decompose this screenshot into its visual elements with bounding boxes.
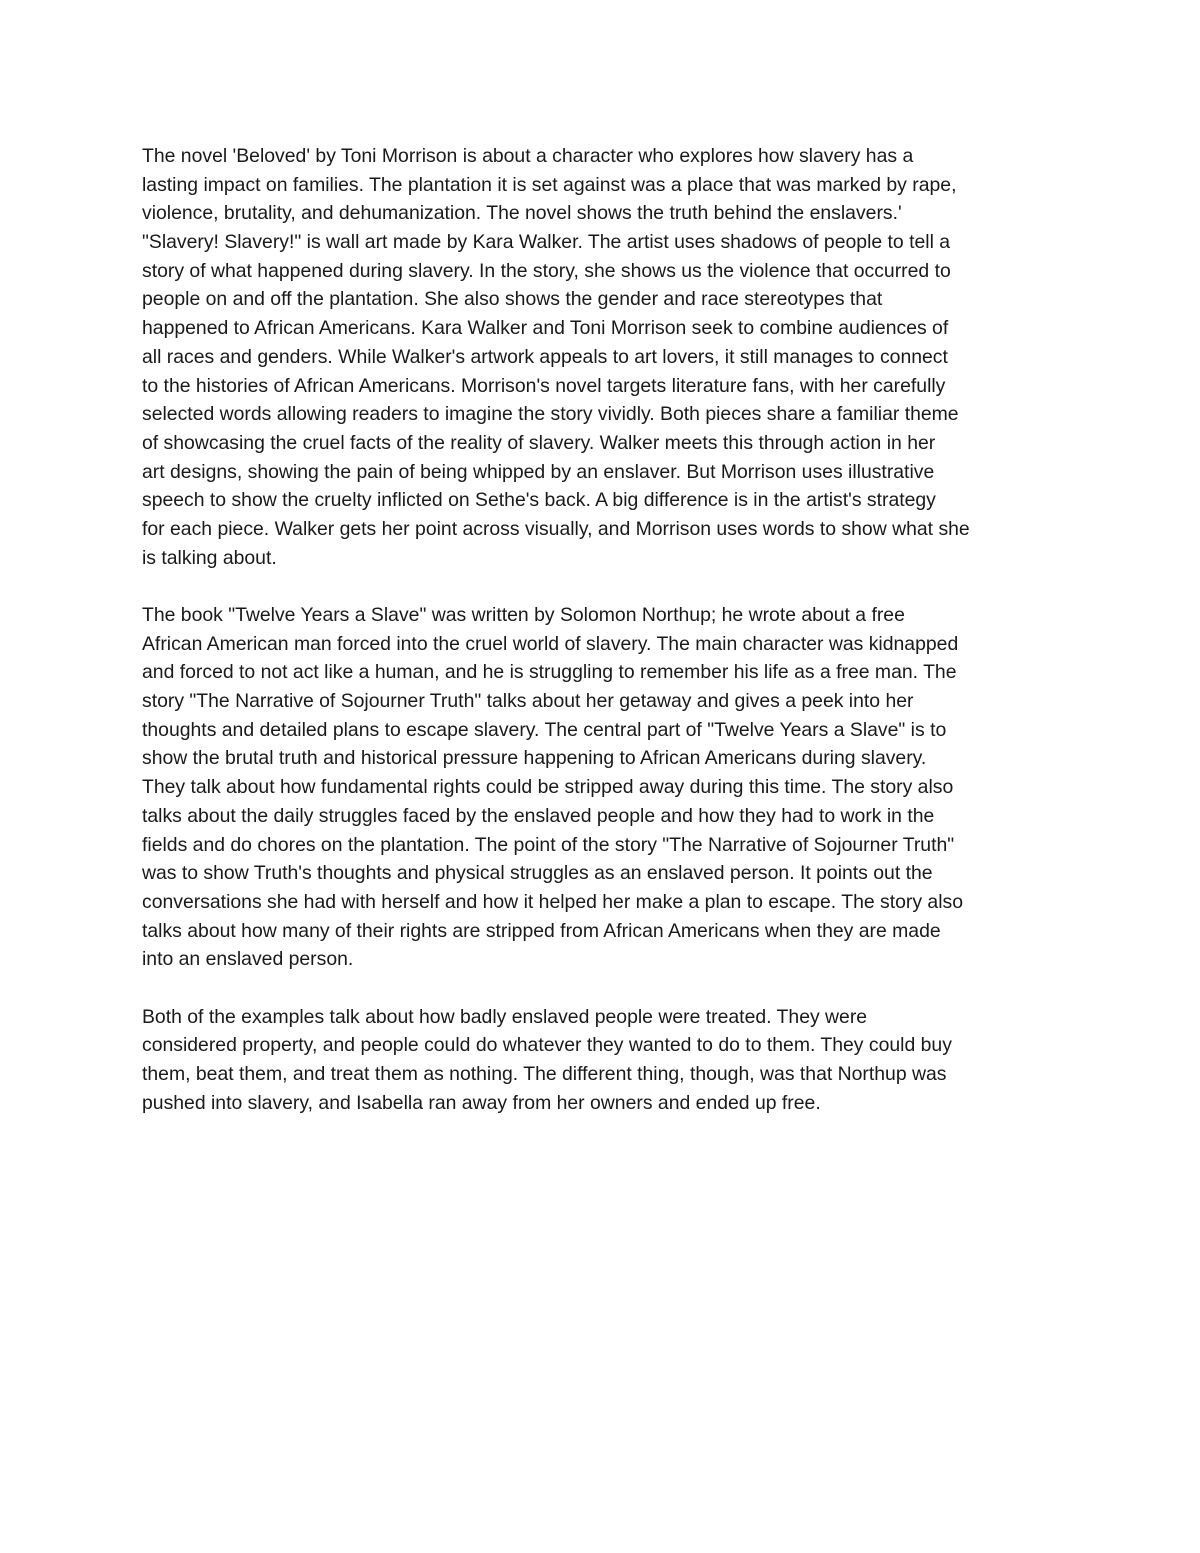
text-line: selected words allowing readers to imagine the story vividly. Both pieces share a familiar theme bbox=[142, 403, 959, 426]
text-line: considered property, and people could do whatever they wanted to do to them. They could buy bbox=[142, 1034, 952, 1057]
text-line: violence, brutality, and dehumanization. The novel shows the truth behind the enslavers.' bbox=[142, 202, 902, 225]
text-line: was to show Truth's thoughts and physical struggles as an enslaved person. It points out the bbox=[142, 862, 933, 885]
text-line: to the histories of African Americans. Morrison's novel targets literature fans, with her carefully bbox=[142, 374, 946, 397]
paragraph-1 bbox=[142, 142, 1072, 572]
text-line: The novel 'Beloved' by Toni Morrison is about a character who explores how slavery has a bbox=[142, 145, 914, 167]
text-line: lasting impact on families. The plantation it is set against was a place that was marked by rape, bbox=[142, 173, 957, 196]
text-line: talks about the daily struggles faced by the enslaved people and how they had to work in the bbox=[142, 804, 935, 827]
text-line: for each piece. Walker gets her point across visually, and Morrison uses words to show what she bbox=[142, 517, 970, 540]
text-line: They talk about how fundamental rights could be stripped away during this time. The story also bbox=[142, 776, 954, 799]
text-line: happened to African Americans. Kara Walker and Toni Morrison seek to combine audiences of bbox=[142, 317, 949, 340]
text-line: people on and off the plantation. She also shows the gender and race stereotypes that bbox=[142, 288, 883, 311]
text-line: story of what happened during slavery. In the story, she shows us the violence that occurred to bbox=[142, 259, 951, 282]
text-line: thoughts and detailed plans to escape slavery. The central part of "Twelve Years a Slave" is to bbox=[142, 718, 947, 741]
paragraph-2 bbox=[142, 601, 1072, 974]
text-line: and forced to not act like a human, and he is struggling to remember his life as a free man. The bbox=[142, 661, 957, 684]
text-line: show the brutal truth and historical pressure happening to African Americans during slavery. bbox=[142, 747, 927, 770]
text-line: The book "Twelve Years a Slave" was written by Solomon Northup; he wrote about a free bbox=[142, 604, 905, 626]
text-line: Both of the examples talk about how badly enslaved people were treated. They were bbox=[142, 1005, 868, 1028]
document-body bbox=[142, 142, 1072, 1146]
text-line: art designs, showing the pain of being whipped by an enslaver. But Morrison uses illustrative bbox=[142, 460, 935, 483]
paragraph-3 bbox=[142, 1003, 1072, 1118]
text-line: story "The Narrative of Sojourner Truth" talks about her getaway and gives a peek into her bbox=[142, 690, 914, 713]
text-line: talks about how many of their rights are stripped from African Americans when they are made bbox=[142, 919, 941, 942]
text-line: fields and do chores on the plantation. The point of the story "The Narrative of Sojourner Truth" bbox=[142, 833, 955, 856]
text-line: of showcasing the cruel facts of the reality of slavery. Walker meets this through action in her bbox=[142, 431, 936, 454]
text-line: them, beat them, and treat them as nothing. The different thing, though, was that Northup was bbox=[142, 1063, 947, 1085]
text-line: is talking about. bbox=[142, 546, 277, 569]
text-line: "Slavery! Slavery!" is wall art made by Kara Walker. The artist uses shadows of people to tell a bbox=[142, 231, 951, 254]
text-line: into an enslaved person. bbox=[142, 948, 354, 971]
text-line: speech to show the cruelty inflicted on Sethe's back. A big difference is in the artist's strategy bbox=[142, 489, 936, 512]
text-line: African American man forced into the cruel world of slavery. The main character was kidnapped bbox=[142, 632, 959, 655]
text-line: all races and genders. While Walker's artwork appeals to art lovers, it still manages to connect bbox=[142, 345, 948, 368]
text-line: conversations she had with herself and how it helped her make a plan to escape. The story also bbox=[142, 890, 963, 913]
text-line: pushed into slavery, and Isabella ran away from her owners and ended up free. bbox=[142, 1091, 821, 1114]
